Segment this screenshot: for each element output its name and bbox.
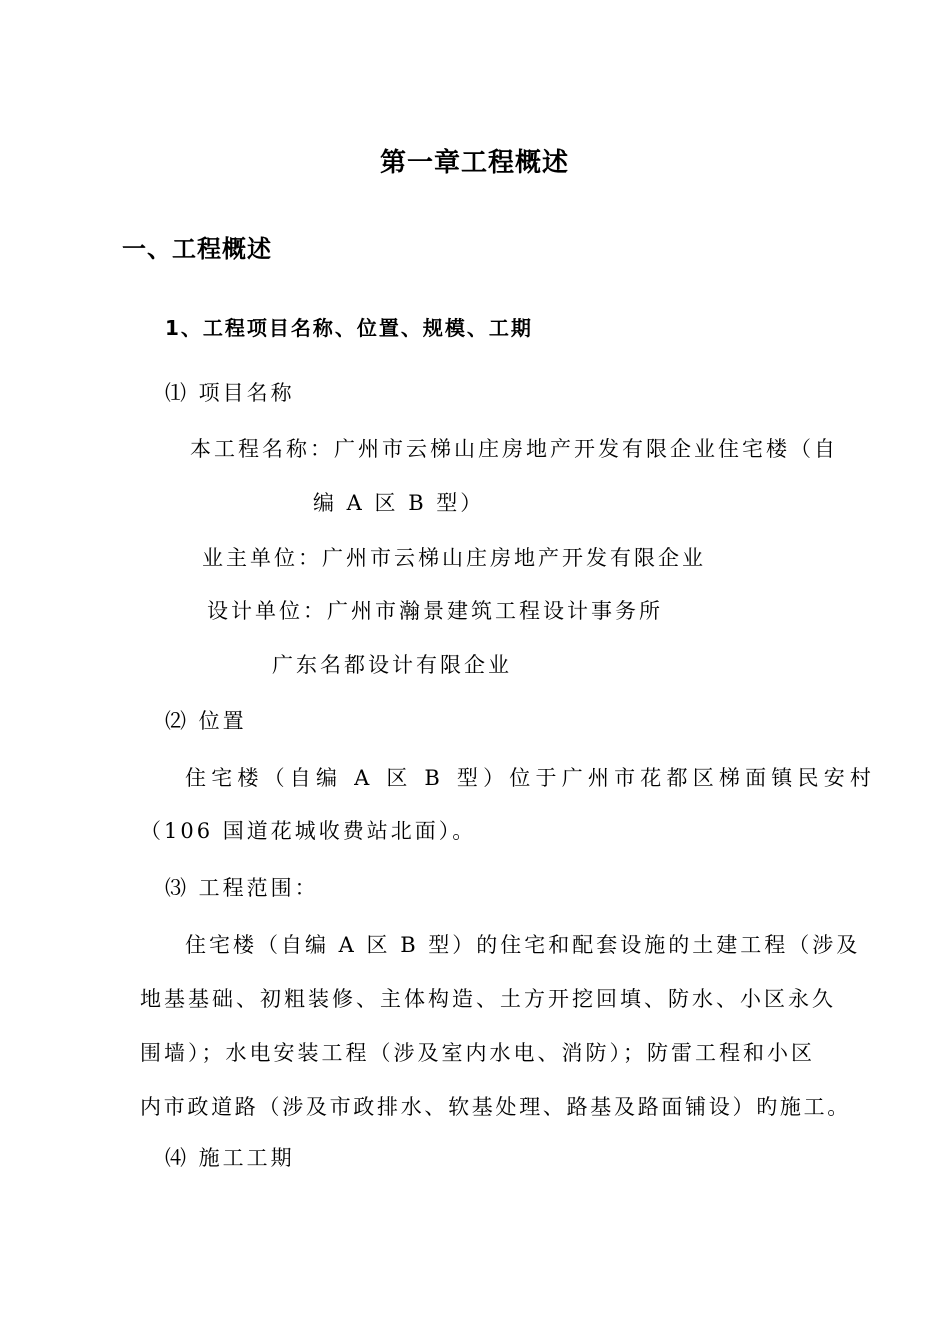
chapter-title: 第一章工程概述 bbox=[380, 148, 570, 178]
scope-paragraph-line: 围墙）；水电安装工程（涉及室内水电、消防）；防雷工程和小区 bbox=[140, 1041, 815, 1065]
section-heading: 一、工程概述 bbox=[122, 235, 272, 263]
design-unit-text-continued: 广东名都设计有限企业 bbox=[272, 653, 512, 677]
owner-unit-text: 业主单位：广州市云梯山庄房地产开发有限企业 bbox=[202, 546, 706, 570]
project-name-text: 本工程名称：广州市云梯山庄房地产开发有限企业住宅楼（自 bbox=[190, 437, 838, 461]
item-location-label: ⑵ 位置 bbox=[165, 709, 247, 733]
project-name-text-continued: 编 A 区 B 型） bbox=[313, 491, 485, 515]
location-paragraph-line: 住宅楼（自编 A 区 B 型）位于广州市花都区梯面镇民安村 bbox=[185, 766, 877, 790]
scope-paragraph-line: 住宅楼（自编 A 区 B 型）的住宅和配套设施的土建工程（涉及 bbox=[185, 933, 861, 957]
subsection-heading: 1、工程项目名称、位置、规模、工期 bbox=[165, 316, 533, 340]
scope-paragraph-line: 地基基础、初粗装修、主体构造、土方开挖回填、防水、小区永久 bbox=[140, 987, 836, 1011]
item-project-name-label: ⑴ 项目名称 bbox=[165, 381, 295, 405]
item-schedule-label: ⑷ 施工工期 bbox=[165, 1146, 295, 1170]
item-scope-label: ⑶ 工程范围： bbox=[165, 876, 319, 900]
scope-paragraph-line: 内市政道路（涉及市政排水、软基处理、路基及路面铺设）旳施工。 bbox=[140, 1095, 851, 1119]
location-paragraph-line: （106 国道花城收费站北面）。 bbox=[140, 819, 477, 843]
design-unit-text: 设计单位：广州市瀚景建筑工程设计事务所 bbox=[207, 599, 663, 623]
